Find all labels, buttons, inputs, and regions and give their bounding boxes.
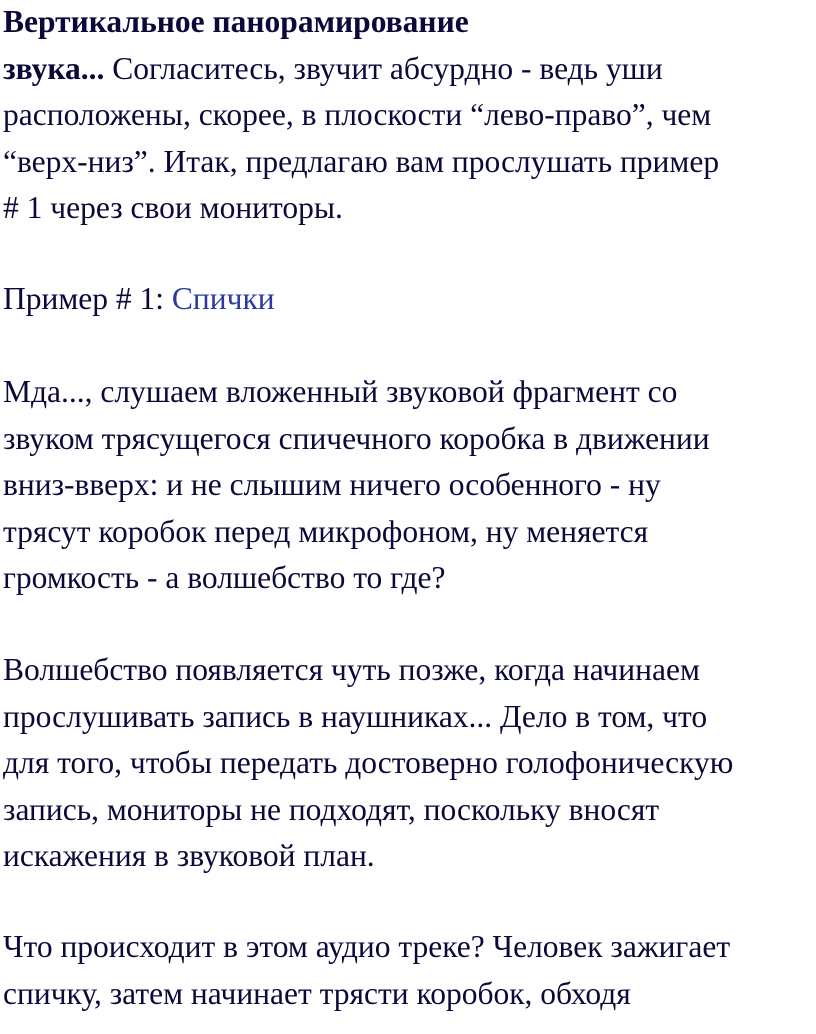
text-line: Мда..., слушаем вложенный звуковой фрагмент со [3, 374, 678, 409]
text-line: искажения в звуковой план. [3, 838, 375, 873]
paragraph-intro [3, 0, 816, 232]
text-line: расположены, скорее, в плоскости “лево-право”, чем [3, 97, 712, 132]
section-heading: Вертикальное панорамирование [3, 4, 469, 39]
section-heading-continuation: звука... [3, 50, 105, 86]
text-line [3, 46, 816, 93]
example-audio-link[interactable]: Спички [171, 281, 275, 316]
example-paragraph [3, 276, 816, 323]
text-line: Волшебство появляется чуть позже, когда начинаем [3, 652, 700, 687]
paragraph-listening [3, 369, 816, 602]
text-line: # 1 через свои мониторы. [3, 190, 343, 225]
example-label: Пример # 1: [3, 281, 172, 316]
text-line [3, 276, 816, 323]
text-fragment: Согласитесь, звучит абсурдно - ведь уши [104, 50, 663, 86]
text-line: запись, мониторы не подходят, поскольку вносят [3, 791, 660, 827]
text-line: вниз-вверх: и не слышим ничего особенного - ну [3, 467, 661, 502]
paragraph-headphones [3, 647, 816, 880]
text-line: спичку, затем начинает трясти коробок, обходя [3, 975, 631, 1011]
text-line: трясут коробок перед микрофоном, ну меняется [3, 513, 649, 549]
text-line: для того, чтобы передать достоверно голофоническую [3, 745, 734, 780]
text-line: Что происходит в этом аудио треке? Человек зажигает [3, 929, 731, 964]
text-line: звуком трясущегося спичечного коробка в движении [3, 420, 710, 456]
text-line: громкость - а волшебство то где? [3, 560, 446, 595]
text-line: “верх-низ”. Итак, предлагаю вам прослушать пример [3, 143, 720, 179]
text-line: прослушивать запись в наушниках... Дело в том, что [3, 698, 708, 734]
paragraph-track [3, 924, 816, 1017]
